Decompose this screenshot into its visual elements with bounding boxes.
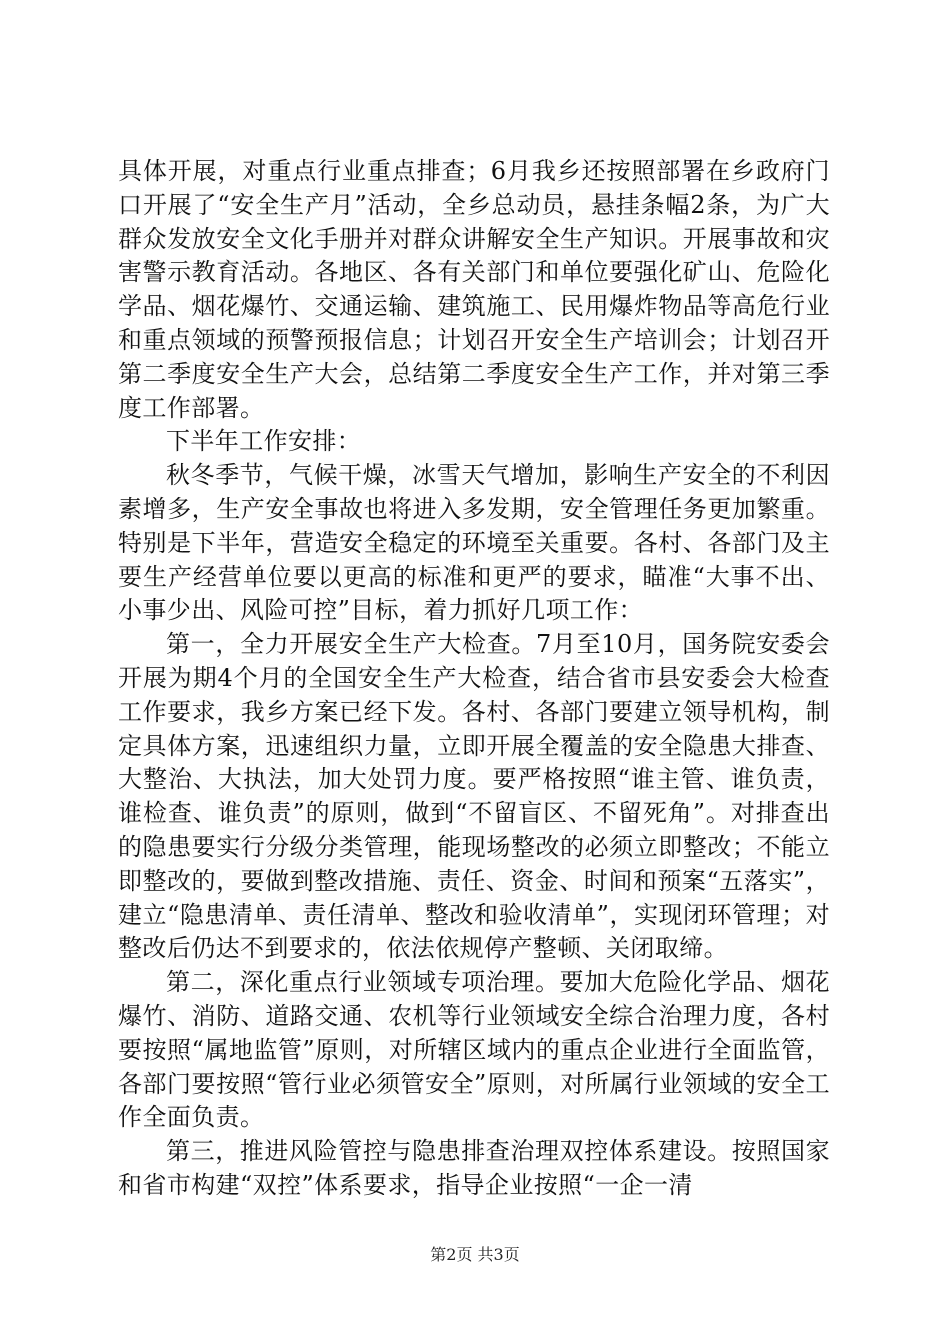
page-number-footer: 第2页 共3页 [430,1245,520,1264]
paragraph: 第三，推进风险管控与隐患排查治理双控体系建设。按照国家和省市构建“双控”体系要求，指导企业按照“一企一清 [118,1137,830,1199]
paragraph: 第一，全力开展安全生产大检查。7月至10月，国务院安委会开展为期4个月的全国安全生产大检查，结合省市县安委会大检查工作要求，我乡方案已经下发。各村、各部门要建立领导机构，制定具体方案，迅速组织力量，立即开展全覆盖的安全隐患大排查、大整治、大执法，加大处罚力度。要严格按照“谁主管、谁负责，谁检查、谁负责”的原则，做到“不留盲区、不留死角”。对排查出的隐患要实行分级分类管理，能现场整改的必须立即整改；不能立即整改的，要做到整改措施、责任、资金、时间和预案“五落实”，建立“隐患清单、责任清单、整改和验收清单”，实现闭环管理；对整改后仍达不到要求的，依法依规停产整顿、关闭取缔。 [118,630,830,963]
paragraph: 具体开展，对重点行业重点排查；6月我乡还按照部署在乡政府门口开展了“安全生产月”活动，全乡总动员，悬挂条幅2条，为广大群众发放安全文化手册并对群众讲解安全生产知识。开展事故和灾害警示教育活动。各地区、各有关部门和单位要强化矿山、危险化学品、烟花爆竹、交通运输、建筑施工、民用爆炸物品等高危行业和重点领域的预警预报信息；计划召开安全生产培训会；计划召开第二季度安全生产大会，总结第二季度安全生产工作，并对第三季度工作部署。 [118,157,830,422]
section-heading: 下半年工作安排： [166,427,362,456]
paragraph: 秋冬季节，气候干燥，冰雪天气增加，影响生产安全的不利因素增多，生产安全事故也将进入多发期，安全管理任务更加繁重。特别是下半年，营造安全稳定的环境至关重要。各村、各部门及主要生产经营单位要以更高的标准和更严的要求，瞄准“大事不出、小事少出、风险可控”目标，着力抓好几项工作： [118,461,830,625]
paragraph: 第二，深化重点行业领域专项治理。要加大危险化学品、烟花爆竹、消防、道路交通、农机等行业领域安全综合治理力度，各村要按照“属地监管”原则，对所辖区域内的重点企业进行全面监管，各部门要按照“管行业必须管安全”原则，对所属行业领域的安全工作全面负责。 [118,968,830,1132]
document-body [118,155,830,1203]
